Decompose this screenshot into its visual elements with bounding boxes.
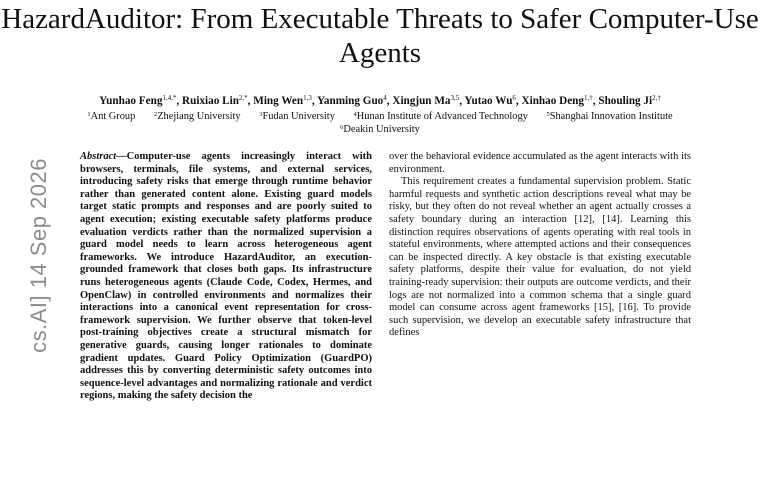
body-paragraph: over the behavioral evidence accumulated as the agent interacts with its environment. (389, 151, 691, 175)
affiliation: $^3$Fudan University (259, 111, 335, 122)
abstract-column (80, 151, 372, 403)
arxiv-stamp: cs.AI] 14 Sep 2026 (26, 158, 51, 353)
author-list: Yunhao Feng$^{1,4,*}$, Ruixiao Lin$^{2,*}$, Ming Wen$^{1,3}$, Yanming Guo$^4$, Xingjun Ma$^{3,5}$, Yutao Wu$^6$, Xinhao Deng$^{1,\dagger}$, Shouling $Ji^{2,\dagger}$ (99, 94, 661, 107)
intro-column (389, 151, 691, 340)
author: Xingjun Ma$^{3,5}$ (392, 94, 460, 107)
affiliation: $^6$Deakin University (340, 124, 420, 135)
author: Yutao Wu$^6$ (464, 94, 516, 107)
author: Shouling $Ji^{2,\dagger}$ (598, 94, 661, 107)
affiliation-list (0, 110, 760, 136)
affiliation: $^5$Shanghai Innovation Institute (546, 111, 673, 122)
author: Yunhao Feng$^{1,4,*}$ (99, 94, 177, 107)
abstract (80, 151, 372, 403)
paper-title: HazardAuditor: From Executable Threats to Safer Computer-Use Agents (1, 3, 759, 69)
affiliation: $^1$Ant Group (87, 111, 136, 122)
author: Xinhao Deng$^{1,\dagger}$ (521, 94, 593, 107)
author: Ming Wen$^{1,3}$ (253, 94, 312, 107)
author: Ruixiao Lin$^{2,*}$ (182, 94, 248, 107)
abstract-label: Abstract (80, 151, 117, 162)
affiliation: $^4$Hunan Institute of Advanced Technology (353, 111, 528, 122)
abstract-text: —Computer-use agents increasingly interact with browsers, terminals, file systems, and external services, introducing safety risks that emerge through runtime behavior rather than generated content alone. Existing guard models target static prompts and responses and are poorly suited to agent execution; existing executable safety platforms produce evaluation verdicts rather than the normalized supervision a guard model needs to learn across heterogeneous agent frameworks. We introduce HazardAuditor, an execution-grounded framework that closes both gaps. Its infrastructure runs heterogeneous agents (Claude Code, Codex, Hermes, and OpenClaw) in controlled environments and normalizes their interactions into a canonical event representation for cross-framework supervision. We further observe that token-level post-training objectives create a structural mismatch for generative guards, causing longer rationales to dominate gradient updates. Guard Policy Optimization (GuardPO) addresses this by converting deterministic safety outcomes into sequence-level advantages and normalizing rationale and verdict regions, making the safety decision the (80, 151, 372, 402)
affiliation: $^2$Zhejiang University (153, 111, 241, 122)
body-paragraph: This requirement creates a fundamental supervision problem. Static harmful requests and synthetic action descriptions reveal what may be risky, but they often do not reveal whether an agent actually crosses a safety boundary during an interaction [12], [14]. Learning this distinction requires observations of agents operating with real tools in stateful environments, where attempted actions and their consequences can be inspected directly. A key obstacle is that existing executable safety platforms, despite their value for evaluation, do not yield training-ready supervision: their outputs are outcome verdicts, and their logs are not normalized into a common schema that a single guard model can consume across agent frameworks [15], [16]. To provide such supervision, we develop an executable safety infrastructure that defines (389, 176, 691, 339)
author: Yanming Guo$^4$ (317, 94, 387, 107)
